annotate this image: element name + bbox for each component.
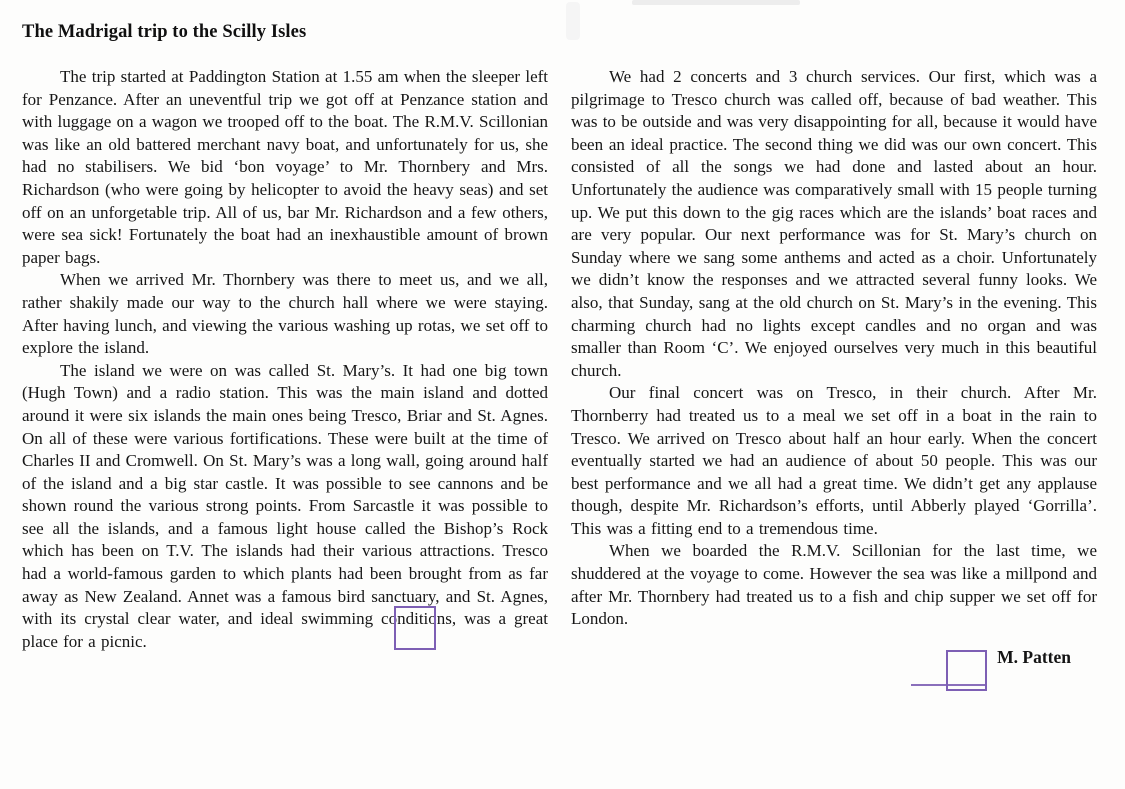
paragraph: The trip started at Paddington Station at 1.55 am when the sleeper left for Penzance. After an uneventful trip we got off at Penzance station and with luggage on a wagon we trooped off to the boat. The R.M.V. Scillonian was like an old battered merchant navy boat, and unfortunately for us, she had no stabilisers. We bid ‘bon voyage’ to Mr. Thornbery and Mrs. Richardson (who were going by helicopter to avoid the heavy seas) and set off on an unforgetable trip. All of us, bar Mr. Richardson and a few others, were sea sick! Fortunately the boat had an inexhaustible amount of brown paper bags.	[22, 67, 548, 267]
scan-smudge	[566, 2, 580, 40]
paragraph: Our final concert was on Tresco, in their church. After Mr. Thornberry had treated us to a meal we set off in a boat in the rain to Tresco. We arrived on Tresco about half an hour early. When the concert eventually started we had an audience of about 50 people. This was our best performance and we all had a great time. We didn’t get any applause though, despite Mr. Richardson’s efforts, until Abberly played ‘Gorrilla’. This was a fitting end to a tremendous time.	[571, 383, 1097, 538]
paragraph: We had 2 concerts and 3 church services. Our first, which was a pilgrimage to Tresco church was called off, because of bad weather. This was to be outside and was very disappointing for all, because it would have been an ideal practice. The second thing we did was our own concert. This consisted of all the songs we had done and lasted about an hour. Unfortunately the audience was comparatively small with 15 people turning up. We put this down to the gig races which are the islands’ boat races and are very popular. Our next performance was for St. Mary’s church on Sunday where we sang some anthems and acted as a choir. Unfortunately we didn’t know the responses and we attracted several funny looks. We also, that Sunday, sang at the old church on St. Mary’s in the evening. This charming church had no lights except candles and no organ and was smaller than Room ‘C’. We enjoyed ourselves very much in this beautiful church.	[571, 67, 1097, 380]
right-column	[571, 66, 1097, 668]
scan-smudge	[632, 0, 800, 5]
author-signature: M. Patten	[997, 646, 1071, 667]
pen-strike-line	[911, 684, 985, 686]
pen-annotation-box	[394, 606, 436, 650]
paragraph: The island we were on was called St. Mary’s. It had one big town (Hugh Town) and a radio station. This was the main island and dotted around it were six islands the main ones being Tresco, Briar and St. Agnes. On all of these were various fortifications. These were built at the time of Charles II and Cromwell. On St. Mary’s was a long wall, going around half of the island and a big star castle. It was possible to see cannons and be shown round the various strong points. From Sarcastle it was possible to see all the islands, and a famous light house called the Bishop’s Rock which has been on T.V. The islands had their various attractions. Tresco had a world-famous garden to which plants had been brought from as far away as New Zealand. Annet was a famous bird sanctuary, and St. Agnes, with its crystal clear water, and ideal swimming conditions, was a great place for a picnic.	[22, 360, 548, 651]
left-column	[22, 66, 548, 668]
paragraph: When we boarded the R.M.V. Scillonian for the last time, we shuddered at the voyage to come. However the sea was like a millpond and after Mr. Thornbery had treated us to a fish and chip supper we set off for London.	[571, 541, 1097, 629]
two-column-layout	[0, 43, 1125, 668]
paragraph: When we arrived Mr. Thornbery was there to meet us, and we all, rather shakily made our way to the church hall where we were staying. After having lunch, and viewing the various washing up rotas, we set off to explore the island.	[22, 270, 548, 358]
article-title: The Madrigal trip to the Scilly Isles	[22, 22, 307, 42]
